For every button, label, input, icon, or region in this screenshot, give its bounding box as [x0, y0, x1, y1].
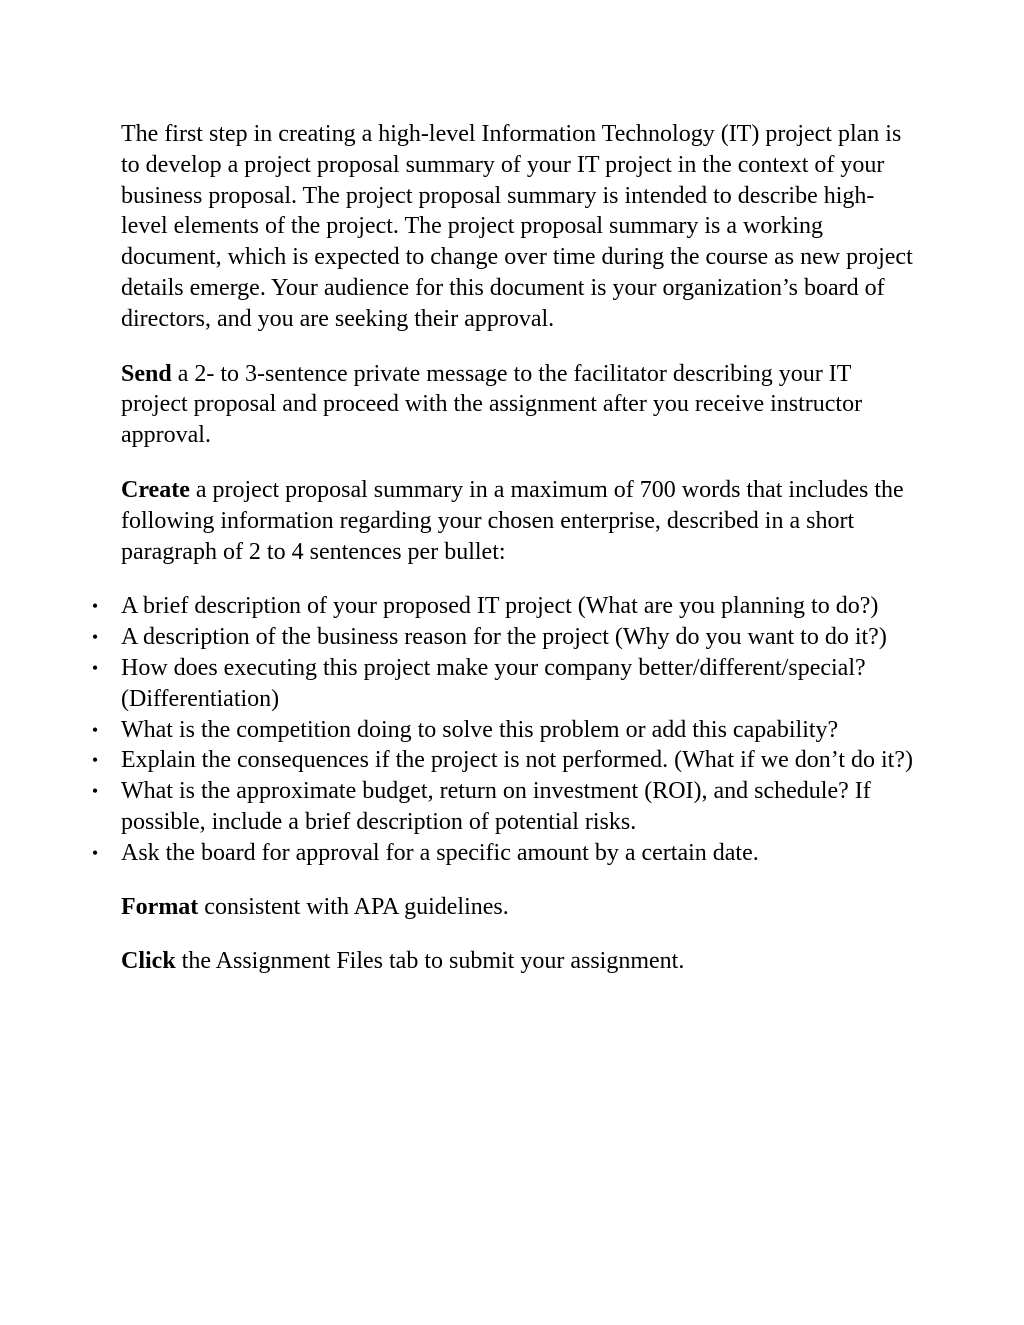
create-text: a project proposal summary in a maximum of 700 words that includes the following information regarding your chosen enterprise, described in a short paragraph of 2 to 4 sentences per bullet:: [121, 476, 904, 565]
format-paragraph: [121, 892, 921, 923]
create-paragraph: [121, 475, 921, 567]
bullet-icon: •: [91, 781, 99, 802]
send-paragraph: [121, 359, 921, 451]
list-item: [91, 776, 921, 838]
list-item: [91, 653, 921, 715]
bullet-icon: •: [91, 627, 99, 648]
list-item-text: Explain the consequences if the project is not performed. (What if we don’t do it?): [121, 747, 913, 774]
list-item: [91, 622, 921, 653]
send-keyword: Send: [121, 360, 172, 387]
bullet-icon: •: [91, 842, 99, 863]
click-keyword: Click: [121, 948, 176, 975]
list-item: [91, 838, 921, 869]
intro-paragraph: The first step in creating a high-level Information Technology (IT) project plan is to develop a project proposal summary of your IT project in the context of your business proposal. The project proposal summary is intended to describe high-level elements of the project. The project proposal summary is a working document, which is expected to change over time during the course as new project details emerge. Your audience for this document is your organization’s board of directors, and you are seeking their approval.: [121, 121, 913, 332]
send-text: a 2- to 3-sentence private message to the facilitator describing your IT project proposal and proceed with the assignment after you receive instructor approval.: [121, 360, 863, 449]
list-item: [91, 715, 921, 746]
bullet-icon: •: [91, 750, 99, 771]
list-item-text: Ask the board for approval for a specific amount by a certain date.: [121, 839, 759, 866]
list-item: [91, 745, 921, 776]
format-keyword: Format: [121, 893, 199, 920]
list-item: [91, 591, 921, 622]
requirements-list: [91, 591, 921, 868]
document-body: [91, 119, 921, 977]
bullet-icon: •: [91, 719, 99, 740]
list-item-text: What is the approximate budget, return on investment (ROI), and schedule? If possible, include a brief description of potential risks.: [121, 778, 871, 835]
list-item-text: What is the competition doing to solve this problem or add this capability?: [121, 716, 839, 743]
bullet-icon: •: [91, 657, 99, 678]
list-item-text: A description of the business reason for the project (Why do you want to do it?): [121, 624, 887, 651]
bullet-icon: •: [91, 596, 99, 617]
list-item-text: How does executing this project make your company better/different/special? (Differentiation): [121, 654, 866, 712]
click-text: the Assignment Files tab to submit your assignment.: [175, 948, 685, 975]
click-paragraph: [121, 946, 921, 977]
create-keyword: Create: [121, 476, 190, 503]
list-item-text: A brief description of your proposed IT project (What are you planning to do?): [121, 593, 879, 620]
format-text: consistent with APA guidelines.: [198, 893, 509, 920]
